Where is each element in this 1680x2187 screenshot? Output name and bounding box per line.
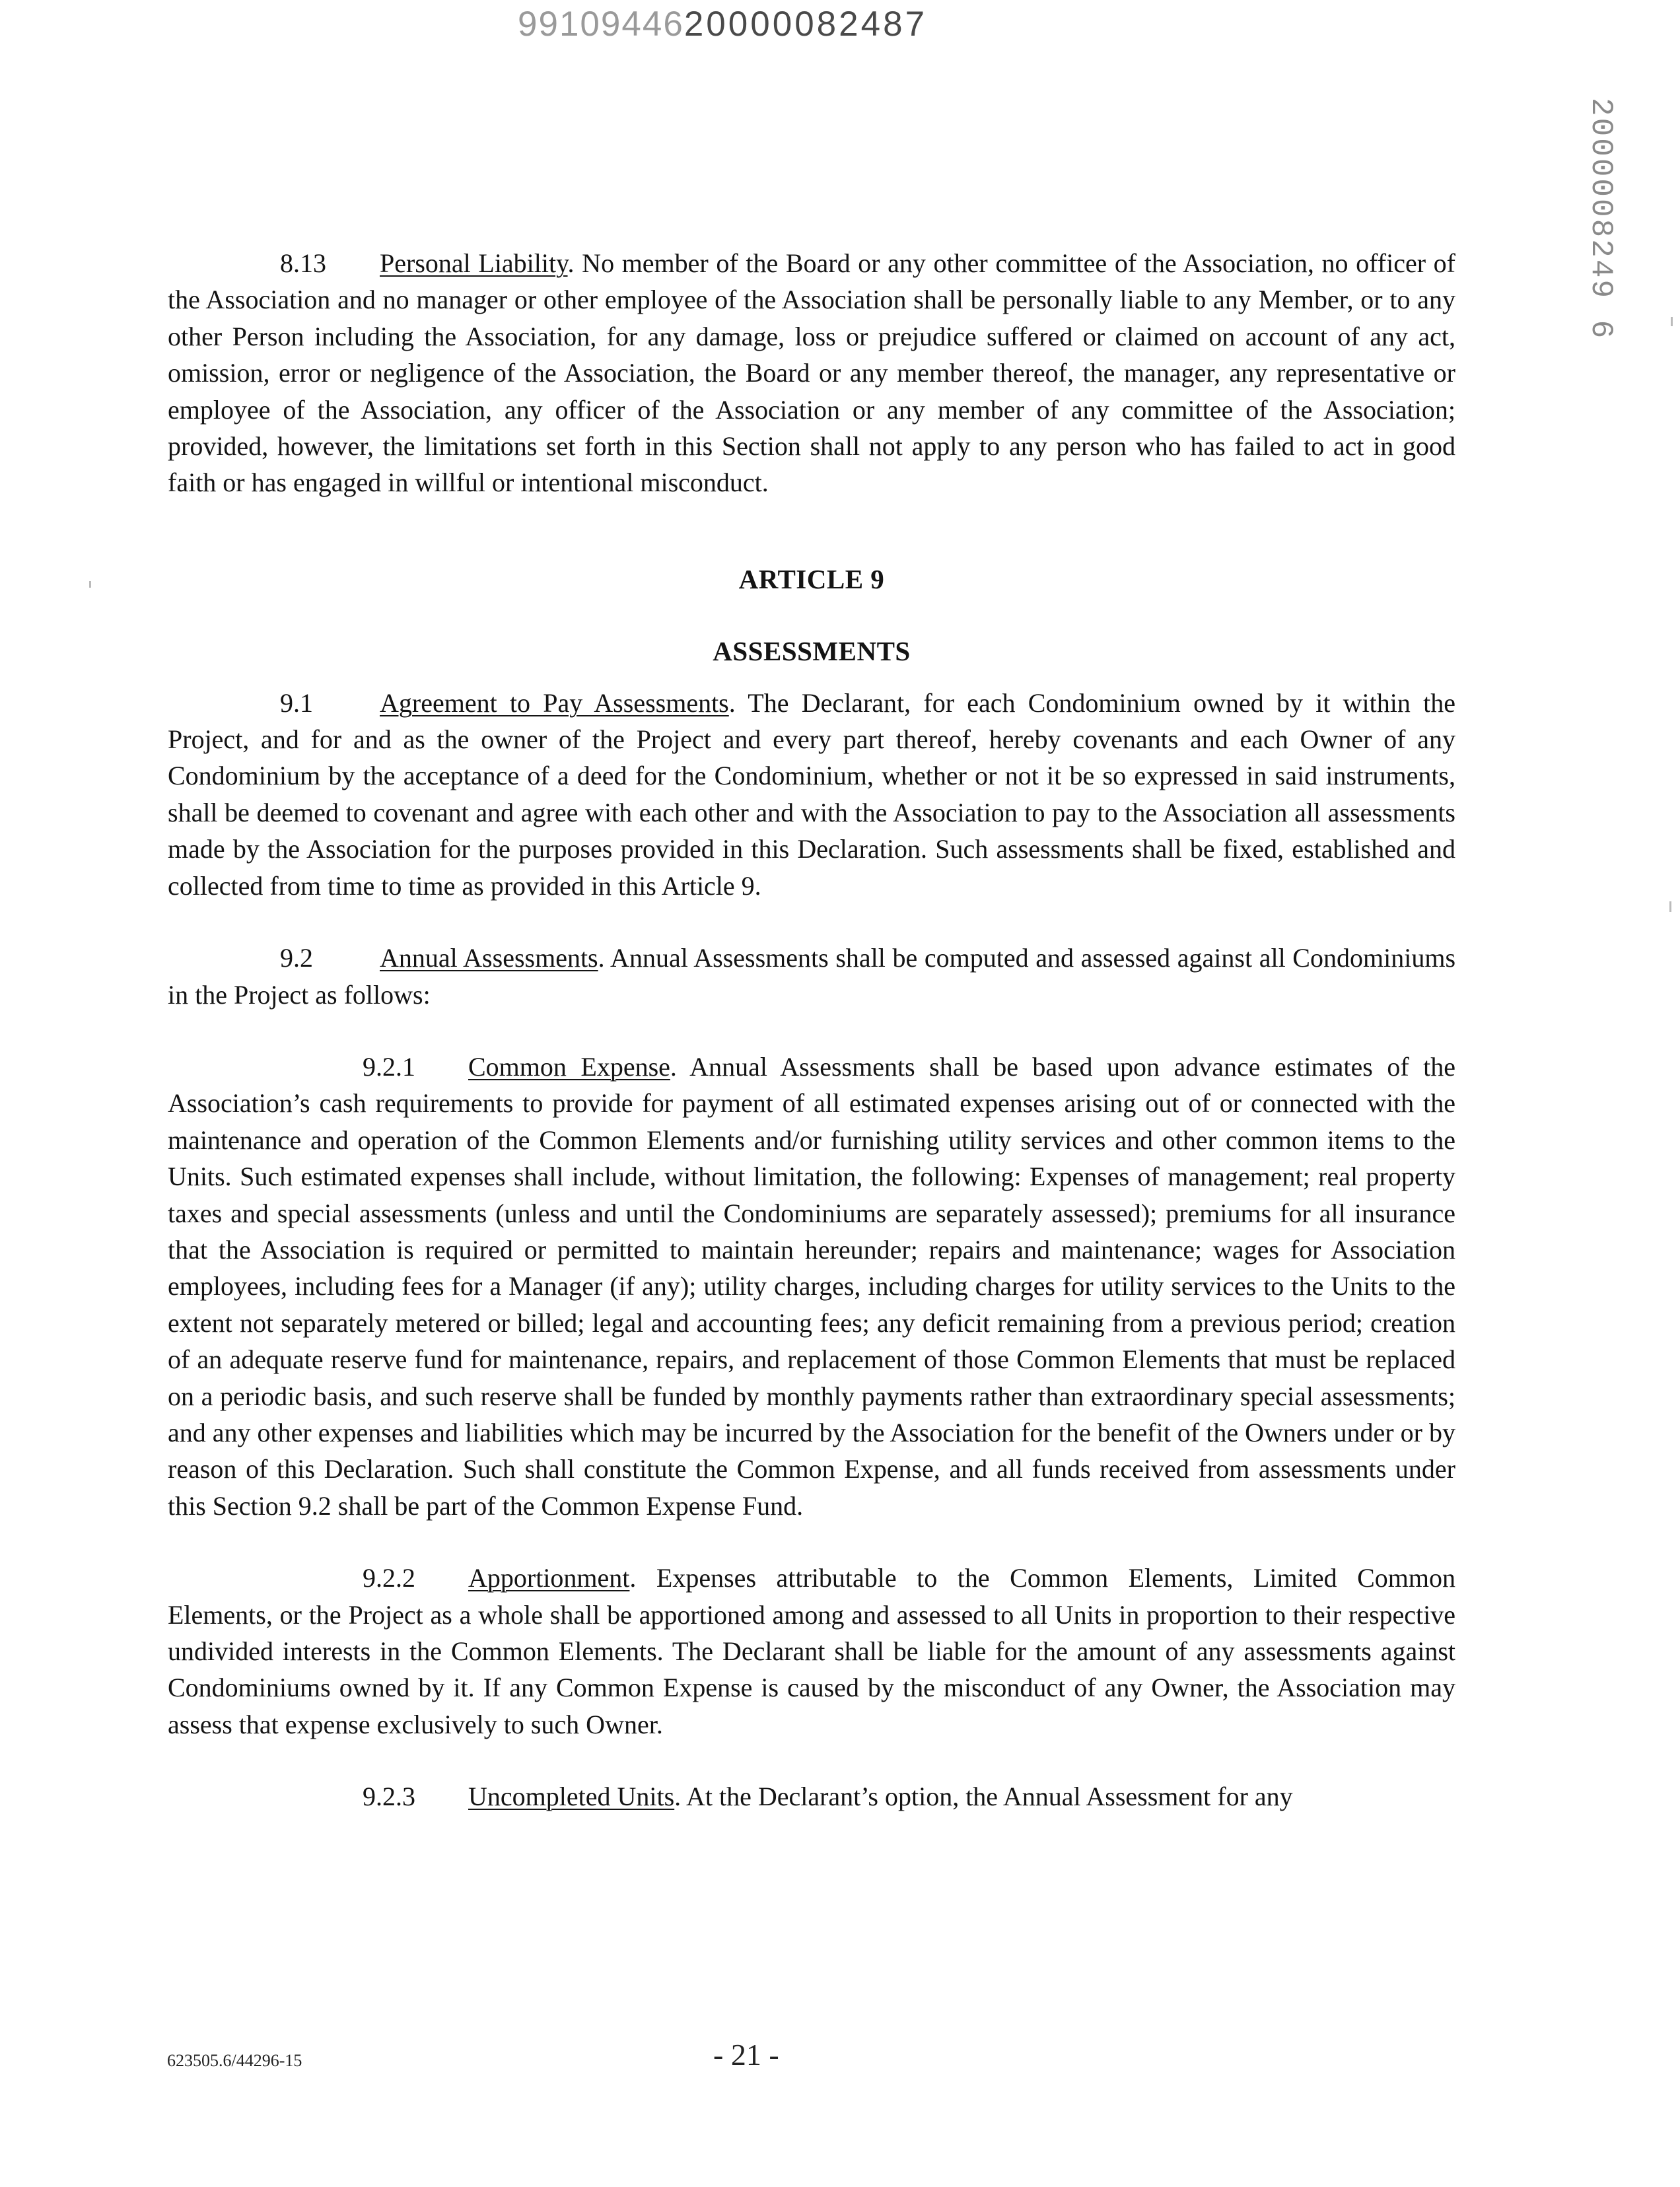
section-number: 9.2.2	[363, 1563, 415, 1593]
faded-stamp-number: 99109446	[518, 5, 684, 44]
section-title: Personal Liability	[380, 248, 568, 278]
section-text: . The Declarant, for each Condominium owned by it within the Project, and for and as the owner of the Project and every part thereof, hereby covenants and each Owner of any Condominium by the acceptance of a deed for the Condominium, whether or not it be so expressed in said instruments, shall be deemed to covenant and agree with each other and with the Association to pay to the Association all assessments made by the Association for the purposes provided in this Declaration. Such assessments shall be fixed, established and collected from time to time as provided in this Article 9.	[168, 687, 1455, 901]
section-number: 8.13	[280, 248, 326, 278]
section-9-2	[168, 940, 1455, 1013]
section-title: Common Expense	[468, 1051, 670, 1082]
section-9-2-3	[168, 1778, 1455, 1815]
document-number: 20000082487	[683, 5, 928, 44]
section-number: 9.2.3	[363, 1782, 415, 1812]
section-title: Uncompleted Units	[468, 1782, 675, 1812]
section-text: . Annual Assessments shall be computed and assessed against all Condominiums in the Project as follows:	[168, 943, 1456, 1010]
section-title: Agreement to Pay Assessments	[380, 687, 729, 718]
section-number: 9.2.1	[363, 1051, 415, 1082]
section-title: Apportionment	[468, 1563, 630, 1593]
scan-speck	[89, 581, 91, 588]
section-number: 9.1	[280, 687, 313, 718]
article-subheading: ASSESSMENTS	[713, 636, 911, 667]
section-text: . No member of the Board or any other committee of the Association, no officer of the Association and no manager or other employee of the Association shall be personally liable to any Member, or to any other Person including the Association, for any damage, loss or prejudice suffered or claimed on account of any act, omission, error or negligence of the Association, the Board or any member thereof, the manager, any representative or employee of the Association, any officer of the Association or any member of any committee of the Association; provided, however, the limitations set forth in this Section shall not apply to any person who has failed to act in good faith or has engaged in willful or intentional misconduct.	[168, 248, 1455, 498]
document-body	[168, 245, 1455, 1815]
document-code: 623505.6/44296-15	[167, 2051, 302, 2070]
section-9-2-1	[168, 1049, 1455, 1524]
section-text: . Annual Assessments shall be based upon advance estimates of the Association’s cash requirements to provide for payment of all estimated expenses arising out of or connected with the maintenance and operation of the Common Elements and/or furnishing utility services and other common items to the Units. Such estimated expenses shall include, without limitation, the following: Expenses of management; real property taxes and special assessments (unless and until the Condominiums are separately assessed); premiums for all insurance that the Association is required or permitted to maintain hereunder; repairs and maintenance; wages for Association employees, including fees for a Manager (if any); utility charges, including charges for utility services to the Units to the extent not separately metered or billed; legal and accounting fees; any deficit remaining from a previous period; creation of an adequate reserve fund for maintenance, repairs, and replacement of those Common Elements that must be replaced on a periodic basis, and such reserve shall be funded by monthly payments rather than extraordinary special assessments; and any other expenses and liabilities which may be incurred by the Association for the benefit of the Owners under or by reason of this Declaration. Such shall constitute the Common Expense, and all funds received from assessments under this Section 9.2 shall be part of the Common Expense Fund.	[168, 1051, 1455, 1521]
section-9-2-2	[168, 1560, 1455, 1743]
section-9-1	[168, 685, 1455, 904]
article-heading: ARTICLE 9	[738, 563, 885, 594]
section-text: . At the Declarant’s option, the Annual Assessment for any	[674, 1782, 1293, 1812]
section-title: Annual Assessments	[380, 943, 598, 973]
section-number: 9.2	[280, 943, 313, 973]
section-text: . Expenses attributable to the Common Elements, Limited Common Elements, or the Project as a whole shall be apportioned among and assessed to all Units in proportion to their respective undivided interests in the Common Elements. The Declarant shall be liable for the amount of any assessments against Condominiums owned by it. If any Common Expense is caused by the misconduct of any Owner, the Association may assess that expense exclusively to such Owner.	[168, 1563, 1455, 1739]
page-number: - 21 -	[713, 2038, 779, 2071]
scan-speck	[1669, 901, 1671, 912]
recording-number-stamp	[518, 4, 927, 44]
section-8-13	[168, 245, 1455, 501]
side-stamp-number: 2000008249 6	[1584, 98, 1618, 341]
scan-speck	[1671, 317, 1673, 326]
side-stamp	[1578, 98, 1618, 341]
